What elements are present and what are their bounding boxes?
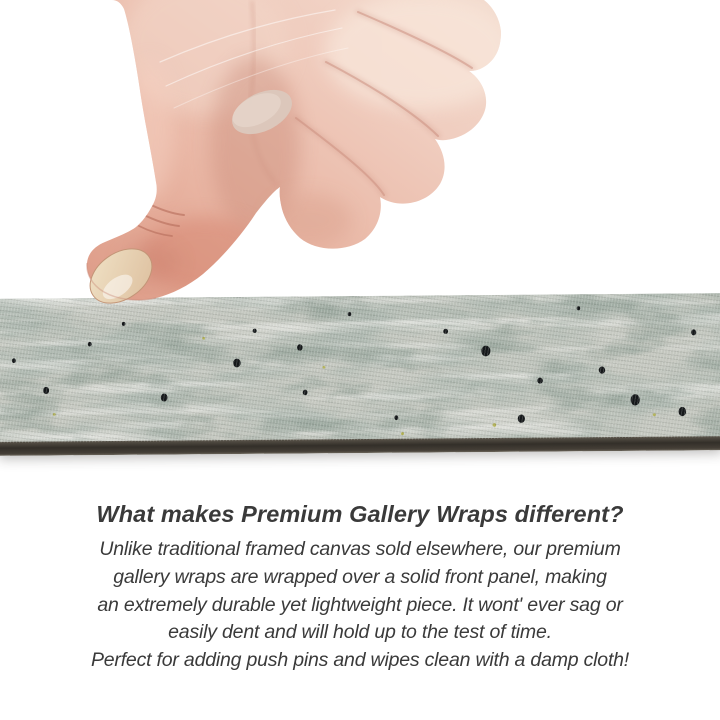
info-line-4: easily dent and will hold up to the test of time. bbox=[168, 621, 552, 644]
info-line-5: Perfect for adding push pins and wipes clean with a damp cloth! bbox=[90, 649, 630, 672]
canvas-edge-strip bbox=[0, 293, 720, 456]
canvas-texture bbox=[0, 293, 720, 456]
info-line-2: gallery wraps are wrapped over a solid front panel, making bbox=[113, 565, 607, 588]
hand-pressing-photo bbox=[0, 0, 720, 312]
info-line-1: Unlike traditional framed canvas sold elsewhere, our premium bbox=[99, 538, 621, 560]
info-heading: What makes Premium Gallery Wraps different? bbox=[96, 501, 624, 527]
info-line-3: an extremely durable yet lightweight piece. It wont' ever sag or bbox=[97, 593, 623, 616]
info-text-block bbox=[0, 501, 720, 675]
